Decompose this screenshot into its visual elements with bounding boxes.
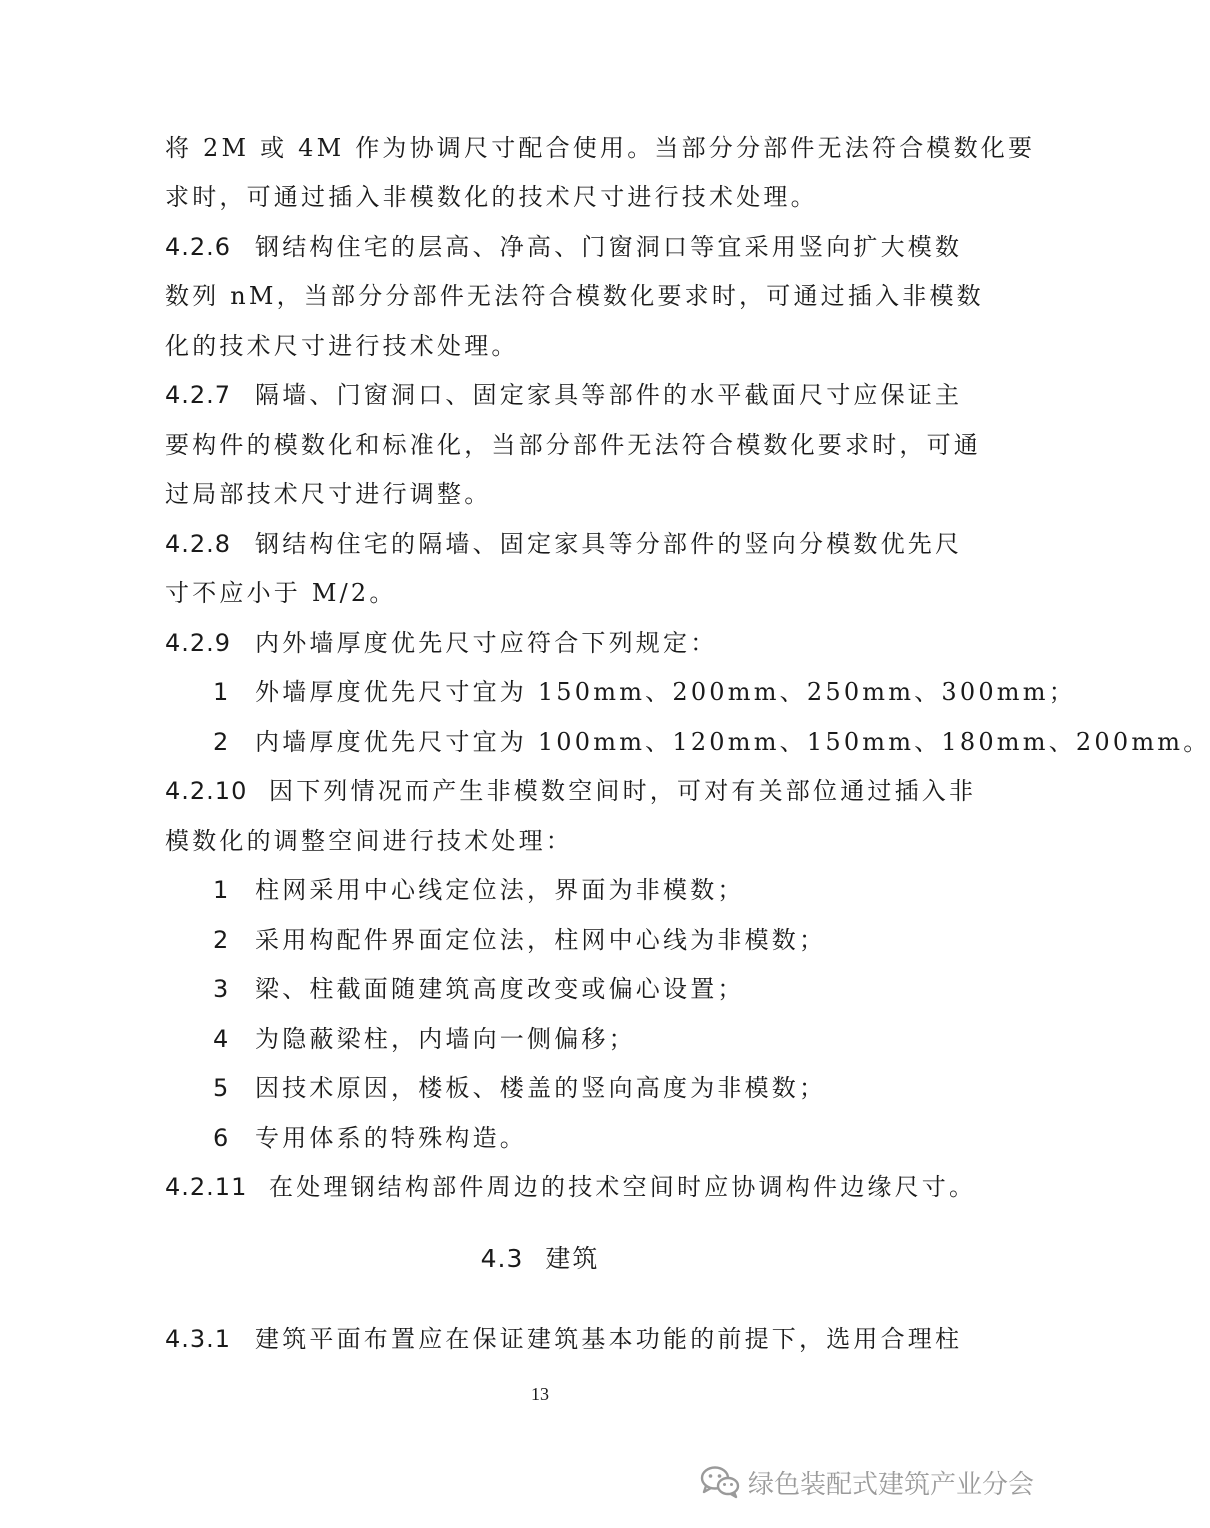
list-item: 2 采用构配件界面定位法，柱网中心线为非模数； — [213, 926, 827, 954]
text-line: 寸不应小于 M/2。 — [165, 579, 397, 607]
list-item: 6 专用体系的特殊构造。 — [213, 1124, 527, 1152]
page-number: 13 — [531, 1384, 549, 1404]
list-item: 4 为隐蔽梁柱，内墙向一侧偏移； — [213, 1025, 636, 1053]
text-line: 化的技术尺寸进行技术处理。 — [165, 332, 519, 360]
list-item: 2 内墙厚度优先尺寸宜为 100mm、120mm、150mm、180mm、200mm。 — [213, 728, 1210, 756]
clause-number: 4.3.1 — [165, 1325, 232, 1353]
clause-4-3-1: 4.3.1 建筑平面布置应在保证建筑基本功能的前提下，选用合理柱 — [165, 1322, 925, 1356]
text-line: 过局部技术尺寸进行调整。 — [165, 480, 492, 508]
watermark-text: 绿色装配式建筑产业分会 — [748, 1469, 1035, 1500]
text-line: 求时，可通过插入非模数化的技术尺寸进行技术处理。 — [165, 183, 818, 211]
list-item: 1 外墙厚度优先尺寸宜为 150mm、200mm、250mm、300mm； — [213, 678, 1076, 706]
clause-number: 4.2.10 — [165, 777, 248, 805]
clause-4-2-11: 4.2.11 在处理钢结构部件周边的技术空间时应协调构件边缘尺寸。 — [165, 1170, 925, 1204]
text-line: 要构件的模数化和标准化，当部分部件无法符合模数化要求时，可通 — [165, 431, 981, 459]
watermark — [700, 1462, 1034, 1502]
wechat-icon — [700, 1465, 740, 1499]
list-item: 1 柱网采用中心线定位法，界面为非模数； — [213, 876, 745, 904]
clause-4-2-10: 4.2.10 因下列情况而产生非模数空间时，可对有关部位通过插入非 — [165, 774, 925, 808]
clause-4-2-9: 4.2.9 内外墙厚度优先尺寸应符合下列规定： — [165, 626, 925, 660]
clause-4-2-6: 4.2.6 钢结构住宅的层高、净高、门窗洞口等宜采用竖向扩大模数 — [165, 230, 925, 264]
list-item: 5 因技术原因，楼板、楼盖的竖向高度为非模数； — [213, 1074, 827, 1102]
clause-number: 4.2.7 — [165, 381, 232, 409]
section-heading: 4.3 建筑 — [480, 1244, 600, 1273]
text-line: 数列 nM，当部分分部件无法符合模数化要求时，可通过插入非模数 — [165, 282, 984, 310]
clause-number: 4.2.11 — [165, 1173, 248, 1201]
list-item: 3 梁、柱截面随建筑高度改变或偏心设置； — [213, 975, 745, 1003]
clause-4-2-7: 4.2.7 隔墙、门窗洞口、固定家具等部件的水平截面尺寸应保证主 — [165, 378, 925, 412]
text-line: 模数化的调整空间进行技术处理： — [165, 827, 573, 855]
clause-4-2-8: 4.2.8 钢结构住宅的隔墙、固定家具等分部件的竖向分模数优先尺 — [165, 527, 925, 561]
clause-number: 4.2.6 — [165, 233, 232, 261]
clause-number: 4.2.8 — [165, 530, 232, 558]
clause-number: 4.2.9 — [165, 629, 232, 657]
text-line: 将 2M 或 4M 作为协调尺寸配合使用。当部分分部件无法符合模数化要 — [165, 134, 1036, 162]
